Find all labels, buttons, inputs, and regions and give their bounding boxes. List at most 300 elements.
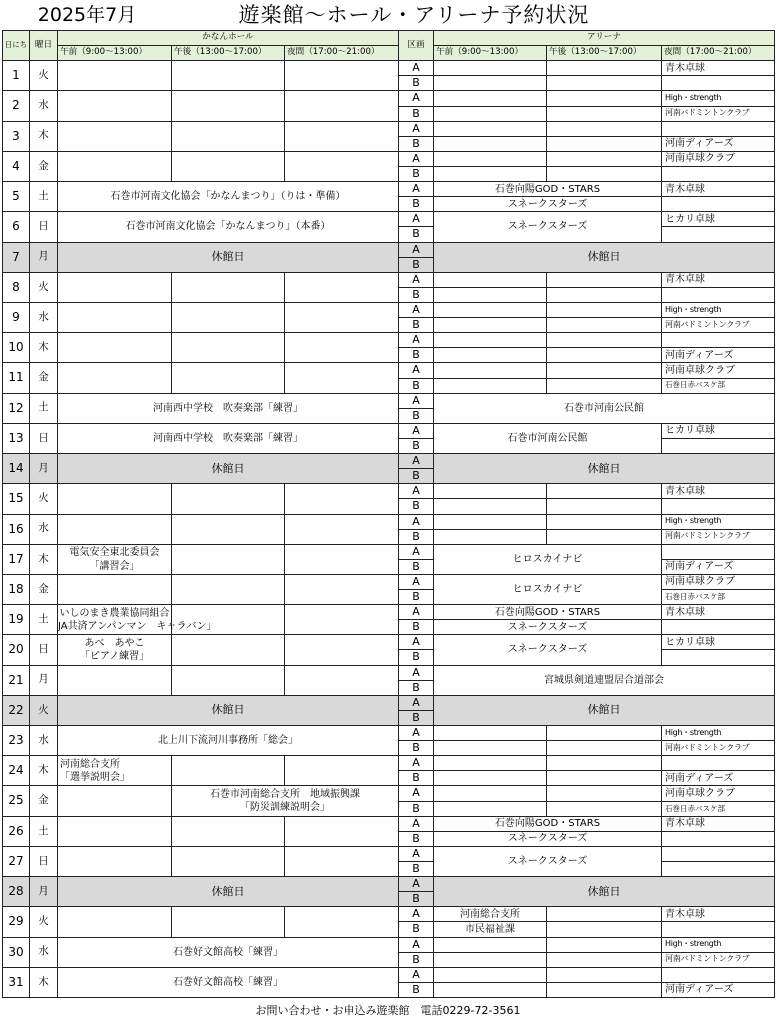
arena-a-pm [547, 786, 662, 801]
arena-a-evening: High・strength [662, 91, 775, 106]
arena-event-ab: 石巻市河南公民館 [434, 423, 662, 453]
day-number: 14 [3, 454, 30, 484]
arena-a-am [434, 151, 547, 166]
section-a: A [399, 756, 434, 771]
day-row-a [3, 363, 775, 378]
arena-a-am [434, 756, 547, 771]
arena-a-pm [547, 484, 662, 499]
hall-am-slot [58, 574, 172, 604]
hall-header: かなんホール [58, 31, 399, 46]
arena-b-am [434, 166, 547, 181]
arena-a-evening: High・strength [662, 514, 775, 529]
arena-a-am [434, 937, 547, 952]
day-number: 25 [3, 786, 30, 816]
arena-closed: 休館日 [434, 454, 775, 484]
hall-am-slot [58, 816, 172, 846]
header-row [3, 31, 775, 46]
cell-text-stack [172, 786, 398, 815]
hall-am-slot [58, 61, 172, 91]
day-row-a [3, 786, 775, 801]
hall-am-slot [58, 121, 172, 151]
hall-event-full-day: 河南西中学校 吹奏楽部「練習」 [58, 393, 399, 423]
arena-a-evening [662, 967, 775, 982]
arena-a-evening [662, 333, 775, 348]
day-row-a [3, 877, 775, 892]
hall-event-full-day: 石巻好文館高校「練習」 [58, 967, 399, 997]
hall-event-full-day: 河南西中学校 吹奏楽部「練習」 [58, 423, 399, 453]
hall-event-am [58, 605, 217, 635]
day-row-a [3, 544, 775, 559]
arena-b-evening [662, 197, 775, 212]
arena-b-pm [547, 499, 662, 514]
section-b: B [399, 136, 434, 151]
arena-b-evening: 石巻日赤バスケ部 [662, 378, 775, 393]
hall-pm-slot [172, 333, 285, 363]
cell-line: いしのまき農業協同組合 [59, 607, 170, 619]
arena-a-pm [547, 726, 662, 741]
arena-b-evening: 河南ディアーズ [662, 771, 775, 786]
hall-pm-slot [172, 635, 285, 665]
arena-closed: 休館日 [434, 695, 775, 725]
section-a: A [399, 514, 434, 529]
hall-event-full-day: 石巻市河南文化協会「かなんまつり」（本番） [58, 212, 399, 242]
arena-b-day: スネークスターズ [434, 620, 662, 635]
weekday: 水 [30, 91, 58, 121]
arena-b-evening [662, 922, 775, 937]
hall-ev-slot [285, 302, 399, 332]
hall-ev-slot [285, 272, 399, 302]
hall-time-header: 夜間（17:00〜21:00） [285, 46, 399, 61]
page-header [0, 0, 776, 30]
day-row-a [3, 907, 775, 922]
section-a: A [399, 121, 434, 136]
weekday: 金 [30, 574, 58, 604]
section-b: B [399, 559, 434, 574]
weekday: 日 [30, 846, 58, 876]
cell-line: 「防災訓練説明会」 [240, 802, 330, 814]
hall-ev-slot [285, 907, 399, 937]
arena-a-pm [547, 302, 662, 317]
day-number: 26 [3, 816, 30, 846]
day-number: 11 [3, 363, 30, 393]
section-b: B [399, 529, 434, 544]
weekday: 火 [30, 272, 58, 302]
arena-a-day: 石巻向陽GOD・STARS [434, 605, 662, 620]
arena-event-full-day: 石巻市河南公民館 [434, 393, 775, 423]
hall-pm-slot [172, 272, 285, 302]
section-b: B [399, 197, 434, 212]
hall-am-slot [58, 302, 172, 332]
arena-a-pm [547, 272, 662, 287]
arena-b-evening [662, 287, 775, 302]
hall-pm-slot [172, 91, 285, 121]
cell-line: JA共済アンパンマン キャラバン」 [58, 620, 217, 632]
arena-a-pm [547, 61, 662, 76]
day-number: 19 [3, 605, 30, 635]
arena-b-evening [662, 76, 775, 91]
day-number: 3 [3, 121, 30, 151]
day-row-a [3, 182, 775, 197]
day-number: 15 [3, 484, 30, 514]
hall-am-slot [58, 272, 172, 302]
arena-a-evening: 青木卓球 [662, 907, 775, 922]
day-row-a [3, 333, 775, 348]
section-b: B [399, 227, 434, 242]
hall-ev-slot [285, 574, 399, 604]
day-number: 18 [3, 574, 30, 604]
arena-time-header: 午前（9:00〜13:00） [434, 46, 547, 61]
arena-a-evening: 河南卓球クラブ [662, 363, 775, 378]
day-number: 23 [3, 726, 30, 756]
section-b: B [399, 166, 434, 181]
section-a: A [399, 635, 434, 650]
arena-a-pm [547, 907, 662, 922]
arena-b-pm [547, 952, 662, 967]
hall-am-slot [58, 846, 172, 876]
arena-a-evening: 青木卓球 [662, 272, 775, 287]
section-a: A [399, 333, 434, 348]
arena-header: アリーナ [434, 31, 775, 46]
arena-b-am [434, 741, 547, 756]
arena-a-evening: 青木卓球 [662, 605, 775, 620]
arena-a-evening: ヒカリ卓球 [662, 423, 775, 438]
arena-b-pm [547, 76, 662, 91]
section-col-header: 区画 [399, 31, 434, 61]
weekday: 月 [30, 454, 58, 484]
arena-a-evening: 河南卓球クラブ [662, 574, 775, 589]
hall-ev-slot [285, 544, 399, 574]
day-row-a [3, 121, 775, 136]
arena-b-pm [547, 529, 662, 544]
arena-a-am [434, 91, 547, 106]
arena-b-am [434, 771, 547, 786]
section-a: A [399, 846, 434, 861]
day-number: 12 [3, 393, 30, 423]
day-row-a [3, 423, 775, 438]
arena-b-evening: 河南バドミントンクラブ [662, 952, 775, 967]
hall-ev-slot [285, 635, 399, 665]
arena-b-evening: 河南ディアーズ [662, 559, 775, 574]
section-b: B [399, 469, 434, 484]
weekday: 金 [30, 151, 58, 181]
weekday: 日 [30, 635, 58, 665]
arena-a-pm [547, 333, 662, 348]
section-a: A [399, 907, 434, 922]
arena-b-am [434, 348, 547, 363]
arena-a-am [434, 272, 547, 287]
day-number: 2 [3, 91, 30, 121]
hall-event-am [58, 756, 172, 786]
weekday: 水 [30, 514, 58, 544]
hall-am-slot [58, 333, 172, 363]
hall-pm-slot [172, 756, 285, 786]
day-row-a [3, 605, 775, 620]
section-a: A [399, 393, 434, 408]
arena-event-full-day: 宮城県剣道連盟居合道部会 [434, 665, 775, 695]
day-row-a [3, 393, 775, 408]
day-row-a [3, 816, 775, 831]
section-a: A [399, 91, 434, 106]
arena-a-evening: High・strength [662, 302, 775, 317]
hall-pm-slot [172, 907, 285, 937]
arena-b-evening: 河南バドミントンクラブ [662, 529, 775, 544]
arena-a-evening [662, 756, 775, 771]
day-row-a [3, 212, 775, 227]
arena-b-evening: 石巻日赤バスケ部 [662, 801, 775, 816]
section-a: A [399, 242, 434, 257]
arena-a-evening: ヒカリ卓球 [662, 635, 775, 650]
hall-ev-slot [285, 514, 399, 544]
section-b: B [399, 76, 434, 91]
hall-event-full-day: 北上川下流河川事務所「総会」 [58, 726, 399, 756]
section-a: A [399, 786, 434, 801]
hall-am-slot [58, 514, 172, 544]
day-number: 22 [3, 695, 30, 725]
section-b: B [399, 771, 434, 786]
arena-a-evening: 青木卓球 [662, 61, 775, 76]
hall-pm-slot [172, 574, 285, 604]
weekday: 木 [30, 756, 58, 786]
arena-b-am [434, 378, 547, 393]
weekday: 火 [30, 695, 58, 725]
arena-event-ab: スネークスターズ [434, 635, 662, 665]
arena-a-pm [547, 151, 662, 166]
hall-ev-slot [285, 816, 399, 846]
arena-b-pm [547, 378, 662, 393]
hall-pm-slot [172, 544, 285, 574]
cell-line: 「ピアノ練習」 [79, 651, 150, 663]
hall-pm-slot [172, 484, 285, 514]
day-row-a [3, 967, 775, 982]
hall-closed: 休館日 [58, 454, 399, 484]
arena-a-evening: 青木卓球 [662, 816, 775, 831]
cell-line: あべ あやこ [84, 637, 145, 649]
section-b: B [399, 922, 434, 937]
arena-a-am [434, 302, 547, 317]
section-a: A [399, 726, 434, 741]
day-row-a [3, 242, 775, 257]
cell-line: 河南総合支所 [60, 758, 120, 770]
arena-a-evening: 青木卓球 [662, 182, 775, 197]
day-row-a [3, 484, 775, 499]
hall-event-am [58, 544, 172, 574]
section-b: B [399, 680, 434, 695]
day-row-a [3, 846, 775, 861]
day-row-a [3, 665, 775, 680]
arena-a-am [434, 726, 547, 741]
arena-b-evening [662, 166, 775, 181]
day-number: 1 [3, 61, 30, 91]
hall-event-full-day: 石巻市河南文化協会「かなんまつり」（りは・準備） [58, 182, 399, 212]
day-number: 6 [3, 212, 30, 242]
hall-closed: 休館日 [58, 242, 399, 272]
weekday: 金 [30, 363, 58, 393]
section-a: A [399, 423, 434, 438]
reservation-table [2, 30, 775, 998]
arena-a-evening [662, 846, 775, 861]
day-row-a [3, 272, 775, 287]
hall-event-am [58, 635, 172, 665]
cell-text-stack [58, 545, 171, 574]
day-row-a [3, 756, 775, 771]
arena-a-am [434, 121, 547, 136]
hall-pm-slot [172, 302, 285, 332]
arena-a-evening: High・strength [662, 937, 775, 952]
arena-b-evening [662, 438, 775, 453]
section-a: A [399, 454, 434, 469]
section-b: B [399, 831, 434, 846]
section-a: A [399, 182, 434, 197]
hall-ev-slot [285, 91, 399, 121]
hall-time-header: 午後（13:00〜17:00） [172, 46, 285, 61]
hall-closed: 休館日 [58, 695, 399, 725]
hall-pm-slot [172, 61, 285, 91]
day-row-a [3, 61, 775, 76]
weekday: 土 [30, 393, 58, 423]
section-a: A [399, 967, 434, 982]
day-number: 16 [3, 514, 30, 544]
arena-event-ab: スネークスターズ [434, 212, 662, 242]
hall-closed: 休館日 [58, 877, 399, 907]
weekday-col-header: 曜日 [30, 31, 58, 61]
section-a: A [399, 272, 434, 287]
arena-a-day: 石巻向陽GOD・STARS [434, 816, 662, 831]
weekday: 木 [30, 544, 58, 574]
arena-a-day: 石巻向陽GOD・STARS [434, 182, 662, 197]
section-a: A [399, 605, 434, 620]
hall-event-full-day: 石巻好文館高校「練習」 [58, 937, 399, 967]
day-number: 28 [3, 877, 30, 907]
day-row-a [3, 91, 775, 106]
cell-line: 「選挙説明会」 [60, 772, 130, 784]
page-title: 遊楽館〜ホール・アリーナ予約状況 [238, 3, 590, 27]
arena-a-evening: ヒカリ卓球 [662, 212, 775, 227]
weekday: 月 [30, 242, 58, 272]
section-a: A [399, 665, 434, 680]
arena-b-am [434, 287, 547, 302]
day-number: 8 [3, 272, 30, 302]
hall-am-slot [58, 665, 172, 695]
arena-b-pm [547, 287, 662, 302]
weekday: 月 [30, 665, 58, 695]
hall-am-slot [58, 91, 172, 121]
day-number: 27 [3, 846, 30, 876]
hall-ev-slot [285, 665, 399, 695]
arena-b-pm [547, 106, 662, 121]
arena-b-am [434, 952, 547, 967]
month-label: 2025年7月 [37, 4, 137, 26]
day-number: 21 [3, 665, 30, 695]
section-a: A [399, 151, 434, 166]
arena-b-evening [662, 227, 775, 242]
hall-ev-slot [285, 121, 399, 151]
arena-b-evening [662, 650, 775, 665]
hall-ev-slot [285, 484, 399, 514]
section-b: B [399, 862, 434, 877]
arena-a-pm [547, 756, 662, 771]
day-row-a [3, 574, 775, 589]
arena-b-am [434, 318, 547, 333]
arena-b-am: 市民福祉課 [434, 922, 547, 937]
weekday: 金 [30, 786, 58, 816]
section-a: A [399, 574, 434, 589]
arena-a-evening [662, 121, 775, 136]
section-b: B [399, 892, 434, 907]
arena-time-header: 夜間（17:00〜21:00） [662, 46, 775, 61]
arena-b-evening: 河南バドミントンクラブ [662, 106, 775, 121]
section-b: B [399, 710, 434, 725]
arena-b-pm [547, 771, 662, 786]
arena-b-am [434, 136, 547, 151]
arena-b-pm [547, 166, 662, 181]
day-number: 4 [3, 151, 30, 181]
arena-a-am [434, 514, 547, 529]
hall-ev-slot [285, 605, 399, 635]
day-row-a [3, 454, 775, 469]
weekday: 水 [30, 937, 58, 967]
arena-b-pm [547, 136, 662, 151]
footer-contact: お問い合わせ・お申込み遊楽館 電話0229-72-3561 [255, 1004, 521, 1017]
arena-b-evening: 河南ディアーズ [662, 348, 775, 363]
hall-pm-slot [172, 665, 285, 695]
arena-b-am [434, 106, 547, 121]
arena-a-evening: 河南卓球クラブ [662, 151, 775, 166]
arena-b-evening [662, 620, 775, 635]
section-a: A [399, 937, 434, 952]
weekday: 日 [30, 423, 58, 453]
arena-a-am [434, 363, 547, 378]
day-row-a [3, 726, 775, 741]
section-b: B [399, 590, 434, 605]
arena-b-pm [547, 348, 662, 363]
arena-b-am [434, 982, 547, 997]
arena-time-header: 午後（13:00〜17:00） [547, 46, 662, 61]
arena-a-am [434, 786, 547, 801]
arena-b-pm [547, 801, 662, 816]
arena-b-am [434, 76, 547, 91]
day-number: 10 [3, 333, 30, 363]
arena-a-am [434, 484, 547, 499]
hall-am-slot [58, 363, 172, 393]
day-row-a [3, 302, 775, 317]
weekday: 月 [30, 877, 58, 907]
section-b: B [399, 952, 434, 967]
section-a: A [399, 61, 434, 76]
arena-closed: 休館日 [434, 877, 775, 907]
arena-a-am [434, 967, 547, 982]
hall-time-header: 午前（9:00〜13:00） [58, 46, 172, 61]
arena-closed: 休館日 [434, 242, 775, 272]
arena-b-pm [547, 922, 662, 937]
hall-pm-slot [172, 363, 285, 393]
section-b: B [399, 801, 434, 816]
arena-a-pm [547, 91, 662, 106]
weekday: 火 [30, 907, 58, 937]
day-number: 20 [3, 635, 30, 665]
arena-b-evening [662, 831, 775, 846]
arena-b-day: スネークスターズ [434, 831, 662, 846]
weekday: 日 [30, 212, 58, 242]
arena-event-ab: スネークスターズ [434, 846, 662, 876]
section-b: B [399, 620, 434, 635]
hall-event-pm-ev [172, 786, 399, 816]
day-row-a [3, 695, 775, 710]
arena-b-evening: 河南バドミントンクラブ [662, 318, 775, 333]
section-b: B [399, 499, 434, 514]
section-b: B [399, 378, 434, 393]
arena-event-ab: ヒロスカイナビ [434, 544, 662, 574]
cell-line: 石巻市河南総合支所 地域振興課 [210, 788, 360, 800]
